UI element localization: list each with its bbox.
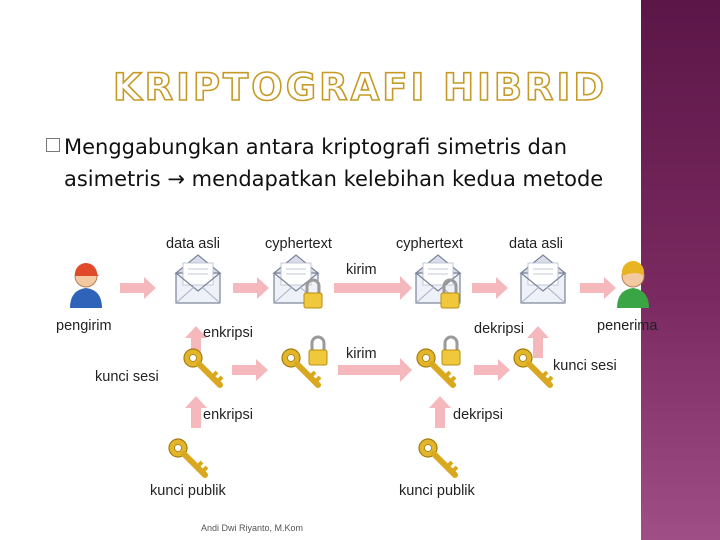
encrypted-envelope-icon	[274, 255, 322, 308]
label-data-asli: data asli	[166, 236, 221, 252]
label-kirim: kirim	[346, 262, 377, 278]
encrypted-key-icon	[282, 337, 327, 385]
arrow-right-icon	[120, 277, 156, 299]
label-kunci-publik: kunci publik	[150, 483, 226, 499]
receiver-person-icon	[617, 261, 649, 308]
bullet-line-2-start: asimetris	[64, 167, 168, 191]
arrow-up-icon	[429, 396, 451, 428]
public-key-icon	[419, 439, 457, 475]
right-arrow-icon: →	[167, 167, 185, 191]
label-penerima: penerima	[597, 318, 658, 334]
session-key-icon	[184, 349, 222, 385]
label-data-asli: data asli	[509, 236, 564, 252]
label-kunci-publik: kunci publik	[399, 483, 475, 499]
plain-envelope-icon	[521, 255, 565, 303]
label-kunci-sesi: kunci sesi	[95, 369, 159, 385]
send-arrow-icon	[334, 276, 412, 300]
label-dekripsi: dekripsi	[474, 321, 524, 337]
encrypted-envelope-icon	[416, 255, 460, 308]
arrow-right-icon	[233, 277, 269, 299]
label-enkripsi: enkripsi	[203, 325, 253, 341]
bullet-line-2-end: mendapatkan kelebihan kedua metode	[184, 167, 604, 191]
label-enkripsi: enkripsi	[203, 407, 253, 423]
label-cyphertext: cyphertext	[396, 236, 463, 252]
arrow-right-icon	[474, 359, 510, 381]
encrypted-key-icon	[417, 337, 460, 385]
label-kunci-sesi: kunci sesi	[553, 358, 617, 374]
arrow-right-icon	[232, 359, 268, 381]
plain-envelope-icon	[176, 255, 220, 303]
label-kirim: kirim	[346, 346, 377, 362]
arrow-right-icon	[580, 277, 616, 299]
label-dekripsi: dekripsi	[453, 407, 503, 423]
public-key-icon	[169, 439, 207, 475]
label-cyphertext: cyphertext	[265, 236, 332, 252]
slide-title-text: KRIPTOGRAFI HIBRID	[112, 66, 608, 109]
bullet-line-1: Menggabungkan antara kriptografi simetris dan	[64, 135, 568, 159]
sender-person-icon	[70, 263, 102, 308]
arrow-right-icon	[472, 277, 508, 299]
author-credit: Andi Dwi Riyanto, M.Kom	[201, 523, 304, 533]
label-pengirim: pengirim	[56, 318, 112, 334]
